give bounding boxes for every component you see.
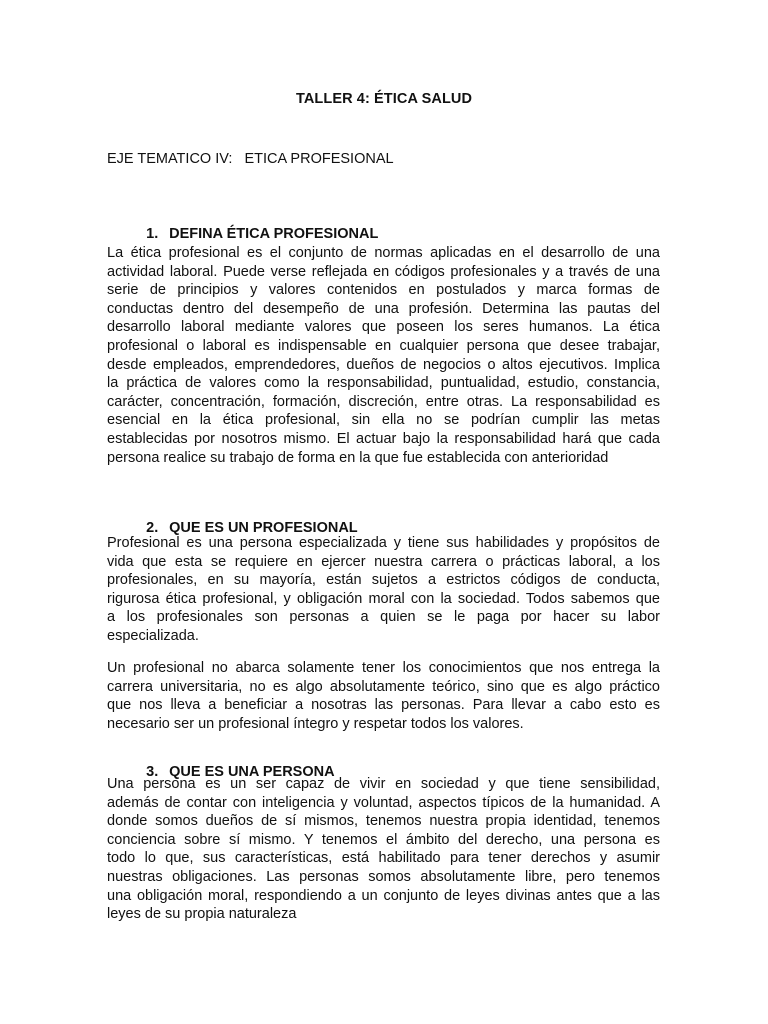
section-number: 2.: [146, 520, 159, 536]
section-heading-text: DEFINA ÉTICA PROFESIONAL: [169, 226, 379, 242]
paragraph-line: establecidas por nosotros mismo. El actuar bajo la responsabilidad hará que cada: [107, 430, 660, 447]
paragraph-line: La ética profesional es el conjunto de normas aplicadas en el desarrollo de una: [107, 245, 660, 261]
section-number: 3.: [146, 764, 159, 780]
paragraph-line: actividad laboral. Puede verse reflejada en códigos profesionales y a través de una: [107, 263, 660, 280]
document-title: TALLER 4: ÉTICA SALUD: [295, 91, 473, 107]
paragraph-line: profesional o laboral es indispensable en cualquier persona que desee trabajar,: [107, 337, 660, 354]
paragraph-line: Un profesional no abarca solamente tener los conocimientos que nos entrega la: [107, 660, 660, 676]
paragraph: [107, 244, 660, 467]
paragraph-line: esencial en la ética profesional, sin ella no se podrían cumplir las metas: [107, 412, 660, 429]
section-heading-text: QUE ES UN PROFESIONAL: [169, 520, 358, 536]
paragraph-line: Una persona es un ser capaz de vivir en sociedad y que tiene sensibilidad,: [107, 776, 660, 792]
paragraph-line: carácter, concentración, formación, discreción, entre otras. La responsabilidad es: [107, 393, 660, 410]
paragraph-line: la práctica de valores como la responsabilidad, puntualidad, estudio, constancia,: [107, 375, 660, 392]
paragraph: [107, 534, 660, 646]
paragraph-line: serie de principios y valores contenidos en postulados y marca formas de: [107, 282, 660, 299]
paragraph-line: donde somos dueños de sí mismos, tenemos nuestra propia identidad, tenemos: [107, 813, 660, 830]
section-number: 1.: [146, 226, 159, 242]
paragraph-line: desde empleados, emprendedores, dueños de negocios o altos ejecutivos. Implica: [107, 356, 660, 373]
paragraph-line: una obligación moral, respondiendo a un conjunto de leyes divinas antes que a las: [107, 887, 660, 904]
paragraph-line: especializada.: [107, 627, 199, 644]
paragraph-line: a los profesionales son personas a quien se le paga por hacer su labor: [107, 609, 660, 626]
paragraph-line: además de contar con inteligencia y voluntad, aspectos típicos de la humanidad. A: [107, 794, 660, 811]
paragraph-line: rigurosa ética profesional, y obligación moral con la sociedad. Todos sabemos que: [107, 590, 660, 607]
paragraph-line: conductas dentro del desempeño de una profesión. Determina las pautas del: [107, 300, 660, 317]
paragraph-line: necesario ser un profesional íntegro y respetar todos los valores.: [107, 715, 524, 732]
paragraph-line: carrera universitaria, no es algo absolutamente teórico, sino que es algo práctico: [107, 678, 660, 695]
paragraph-line: todo lo que, sus características, está habilitado para tener derechos y asumir: [107, 850, 660, 867]
paragraph: [107, 775, 660, 924]
paragraph-line: conciencia sobre sí mismo. Y tenemos el ámbito del derecho, una persona es: [107, 831, 660, 848]
paragraph-line: que nos lleva a beneficiar a nosotras las personas. Para llevar a cabo esto es: [107, 697, 660, 714]
paragraph-line: desarrollo laboral mediante valores que poseen los seres humanos. La ética: [107, 319, 660, 336]
paragraph-line: profesionales, en su mayoría, están sujetos a estrictos códigos de conducta,: [107, 572, 660, 589]
paragraph: [107, 659, 660, 733]
paragraph-line: persona realice su trabajo de forma en la que fue establecida con anterioridad: [107, 449, 609, 466]
document-subtitle: EJE TEMATICO IV: ETICA PROFESIONAL: [107, 151, 394, 167]
paragraph-line: Profesional es una persona especializada y tiene sus habilidades y propósitos de: [107, 535, 660, 551]
paragraph-line: leyes de su propia naturaleza: [107, 906, 297, 923]
paragraph-line: nuestras obligaciones. Las personas somos absolutamente libre, pero tenemos: [107, 868, 660, 885]
section-heading-text: QUE ES UNA PERSONA: [169, 764, 335, 780]
paragraph-line: vida que esta se requiere en ejercer nuestra carrera o prácticas laboral, a los: [107, 553, 660, 570]
